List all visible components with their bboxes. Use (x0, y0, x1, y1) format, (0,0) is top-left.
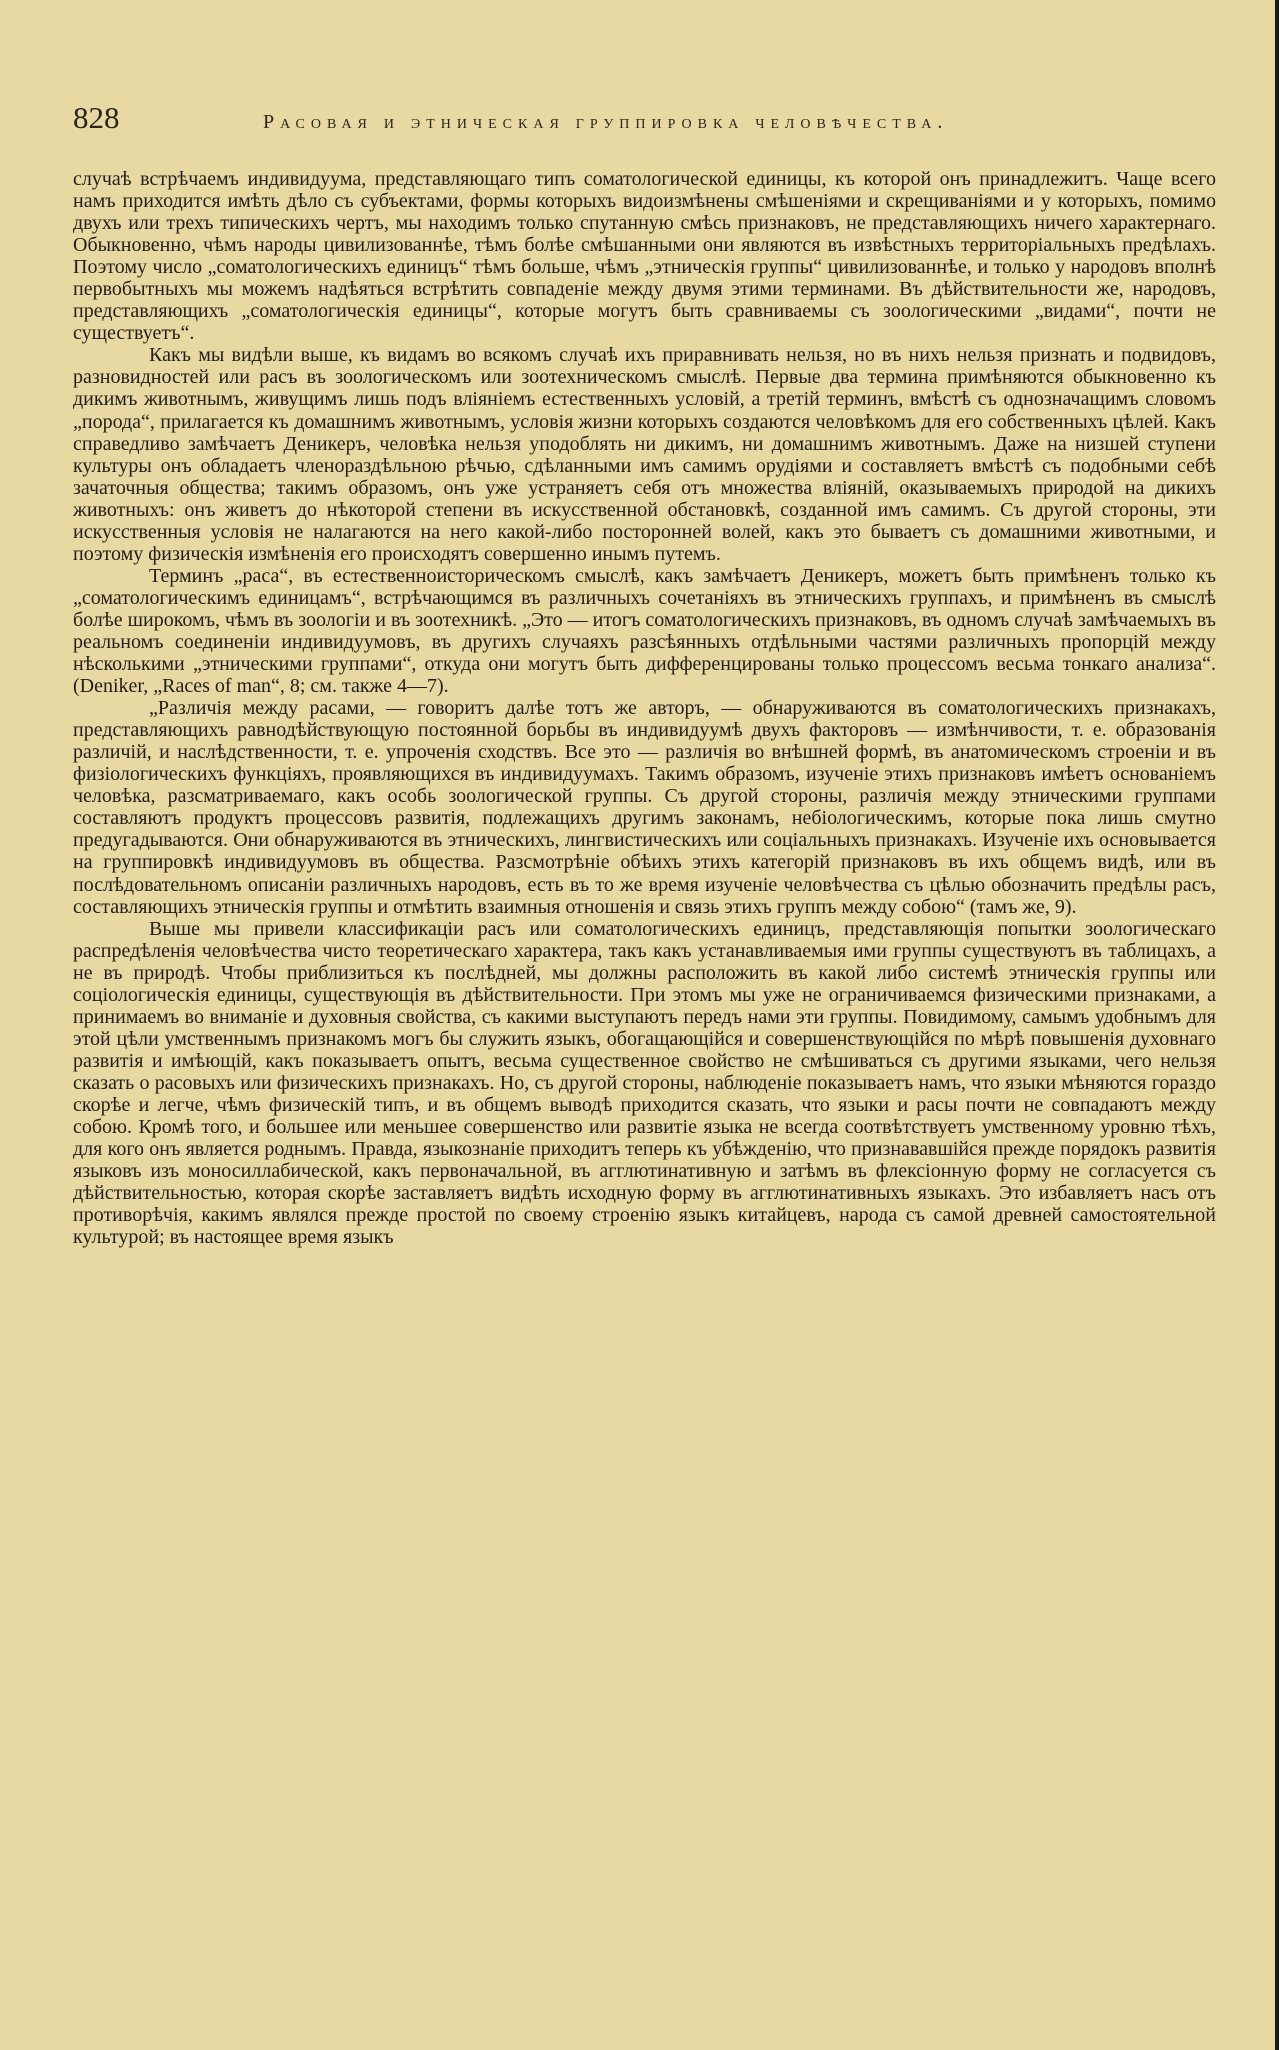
body-text (73, 168, 1216, 1248)
paragraph: „Различія между расами, — говоритъ далѣе тотъ же авторъ, — обнаруживаются въ соматологическихъ признакахъ, представляющихъ равнодѣйствующую постоянной борьбы въ индивидуумѣ двухъ факторовъ — измѣнчивости, т. е. образованія различій, и наслѣдственности, т. е. упроченія сходствъ. Все это — различія во внѣшней формѣ, въ анатомическомъ строеніи и въ физіологическихъ функціяхъ, проявляющихся въ индивидуумахъ. Такимъ образомъ, изученіе этихъ признаковъ имѣетъ основаніемъ человѣка, разсматриваемаго, какъ особь зоологической группы. Съ другой стороны, различія между этническими группами составляютъ продуктъ процессовъ развитія, подлежащихъ другимъ законамъ, небіологическимъ, которые пока лишь смутно предугадываются. Они обнаруживаются въ этническихъ, лингвистическихъ или соціальныхъ признакахъ. Изученіе ихъ основывается на группировкѣ индивидуумовъ въ общества. Разсмотрѣніе обѣихъ этихъ категорій признаковъ въ ихъ общемъ видѣ, или въ послѣдовательномъ описаніи различныхъ народовъ, есть въ то же время изученіе человѣчества съ цѣлью обозначить предѣлы расъ, составляющихъ этническія группы и отмѣтить взаимныя отношенія и связь этихъ группъ между собою“ (тамъ же, 9). (73, 697, 1216, 918)
running-head (73, 100, 1217, 140)
page-number: 828 (73, 100, 120, 135)
paragraph-continuation: случаѣ встрѣчаемъ индивидуума, представляющаго типъ соматологической единицы, къ которой онъ принадлежитъ. Чаще всего намъ приходится имѣть дѣло съ субъектами, формы которыхъ видоизмѣнены смѣшеніями и скрещиваніями и у которыхъ, помимо двухъ или трехъ типическихъ чертъ, мы находимъ только спутанную смѣсь признаковъ, не представляющихъ ничего характернаго. Обыкновенно, чѣмъ народы цивилизованнѣе, тѣмъ болѣе смѣшанными они являются въ извѣстныхъ территоріальныхъ предѣлахъ. Поэтому число „соматологическихъ единицъ“ тѣмъ больше, чѣмъ „этническія группы“ цивилизованнѣе, и только у народовъ вполнѣ первобытныхъ мы можемъ надѣяться встрѣтить совпаденіе между двумя этими терминами. Въ дѣйствительности же, народовъ, представляющихъ „соматологическія единицы“, которые могутъ быть сравниваемы съ зоологическими „видами“, почти не существуетъ“. (73, 168, 1216, 345)
paragraph: Терминъ „раса“, въ естественноисторическомъ смыслѣ, какъ замѣчаетъ Деникеръ, можетъ быть примѣненъ только къ „соматологическимъ единицамъ“, встрѣчающимся въ различныхъ сочетаніяхъ въ этническихъ группахъ, и примѣненъ въ смыслѣ болѣе широкомъ, чѣмъ въ зоологіи и въ зоотехникѣ. „Это — итогъ соматологическихъ признаковъ, въ одномъ случаѣ замѣчаемыхъ въ реальномъ соединеніи индивидуумовъ, въ другихъ случаяхъ разсѣянныхъ отдѣльными частями различныхъ пропорцій между нѣсколькими „этническими группами“, откуда они могутъ быть дифференцированы только процессомъ весьма тонкаго анализа“. (Deniker, „Races of man“, 8; см. также 4—7). (73, 564, 1216, 698)
page-edge (1275, 0, 1279, 2050)
running-title: Расовая и этническая группировка человѣчества. (263, 111, 949, 133)
paragraph: Какъ мы видѣли выше, къ видамъ во всякомъ случаѣ ихъ приравнивать нельзя, но въ нихъ нельзя признать и подвидовъ, разновидностей или расъ въ зоологическомъ или зоотехническомъ смыслѣ. Первые два термина примѣняются обыкновенно къ дикимъ животнымъ, живущимъ лишь подъ вліяніемъ естественныхъ условій, а третій терминъ, вмѣстѣ съ однозначащимъ словомъ „порода“, прилагается къ домашнимъ животнымъ, условія жизни которыхъ создаются человѣкомъ для его собственныхъ цѣлей. Какъ справедливо замѣчаетъ Деникеръ, человѣка нельзя уподоблять ни дикимъ, ни домашнимъ животнымъ. Даже на низшей ступени культуры онъ обладаетъ членораздѣльною рѣчью, сдѣланными имъ самимъ орудіями и составляетъ вмѣстѣ съ подобными себѣ зачаточныя общества; такимъ образомъ, онъ уже устраняетъ себя отъ множества вліяній, оказываемыхъ природой на дикихъ животныхъ: онъ живетъ до нѣкоторой степени въ искусственной обстановкѣ, созданной имъ самимъ. Съ другой стороны, эти искусственныя условія не налагаются на него какой-либо посторонней волей, какъ это бываетъ съ домашними животными, и поэтому физическія измѣненія его происходятъ совершенно инымъ путемъ. (73, 344, 1216, 565)
paragraph: Выше мы привели классификаціи расъ или соматологическихъ единицъ, представляющія попытки зоологическаго распредѣленія человѣчества чисто теоретическаго характера, такъ какъ устанавливаемыя ими группы существуютъ въ таблицахъ, а не въ природѣ. Чтобы приблизиться къ послѣдней, мы должны расположить въ какой либо системѣ этническія группы или соціологическія единицы, существующія въ дѣйствительности. При этомъ мы уже не ограничиваемся физическими признаками, а принимаемъ во вниманіе и духовныя свойства, съ какими выступаютъ передъ нами эти группы. Повидимому, самымъ удобнымъ для этой цѣли умственнымъ признакомъ могъ бы служить языкъ, обогащающійся и совершенствующійся по мѣрѣ повышенія духовнаго развитія и имѣющій, какъ показываетъ опытъ, весьма существенное свойство не смѣшиваться съ другими языками, чего нельзя сказать о расовыхъ или физическихъ признакахъ. Но, съ другой стороны, наблюденіе показываетъ намъ, что языки мѣняются гораздо скорѣе и легче, чѣмъ физическій типъ, и въ общемъ выводѣ приходится сказать, что языки и расы почти не совпадаютъ между собою. Кромѣ того, и большее или меньшее совершенство или развитіе языка не всегда соотвѣтствуетъ умственному уровню тѣхъ, для кого онъ является роднымъ. Правда, языкознаніе приходитъ теперь къ убѣжденію, что признававшійся прежде порядокъ развитія языковъ изъ моносиллабической, какъ первоначальной, въ агглютинативную и затѣмъ въ флексіонную форму не согласуется съ дѣйствительностью, которая скорѣе заставляетъ видѣть исходную форму въ агглютинативныхъ языкахъ. Это избавляетъ насъ отъ противорѣчія, какимъ являлся прежде простой по своему строенію языкъ китайцевъ, народа съ самой древней самостоятельной культурой; въ настоящее время языкъ (73, 917, 1216, 1249)
